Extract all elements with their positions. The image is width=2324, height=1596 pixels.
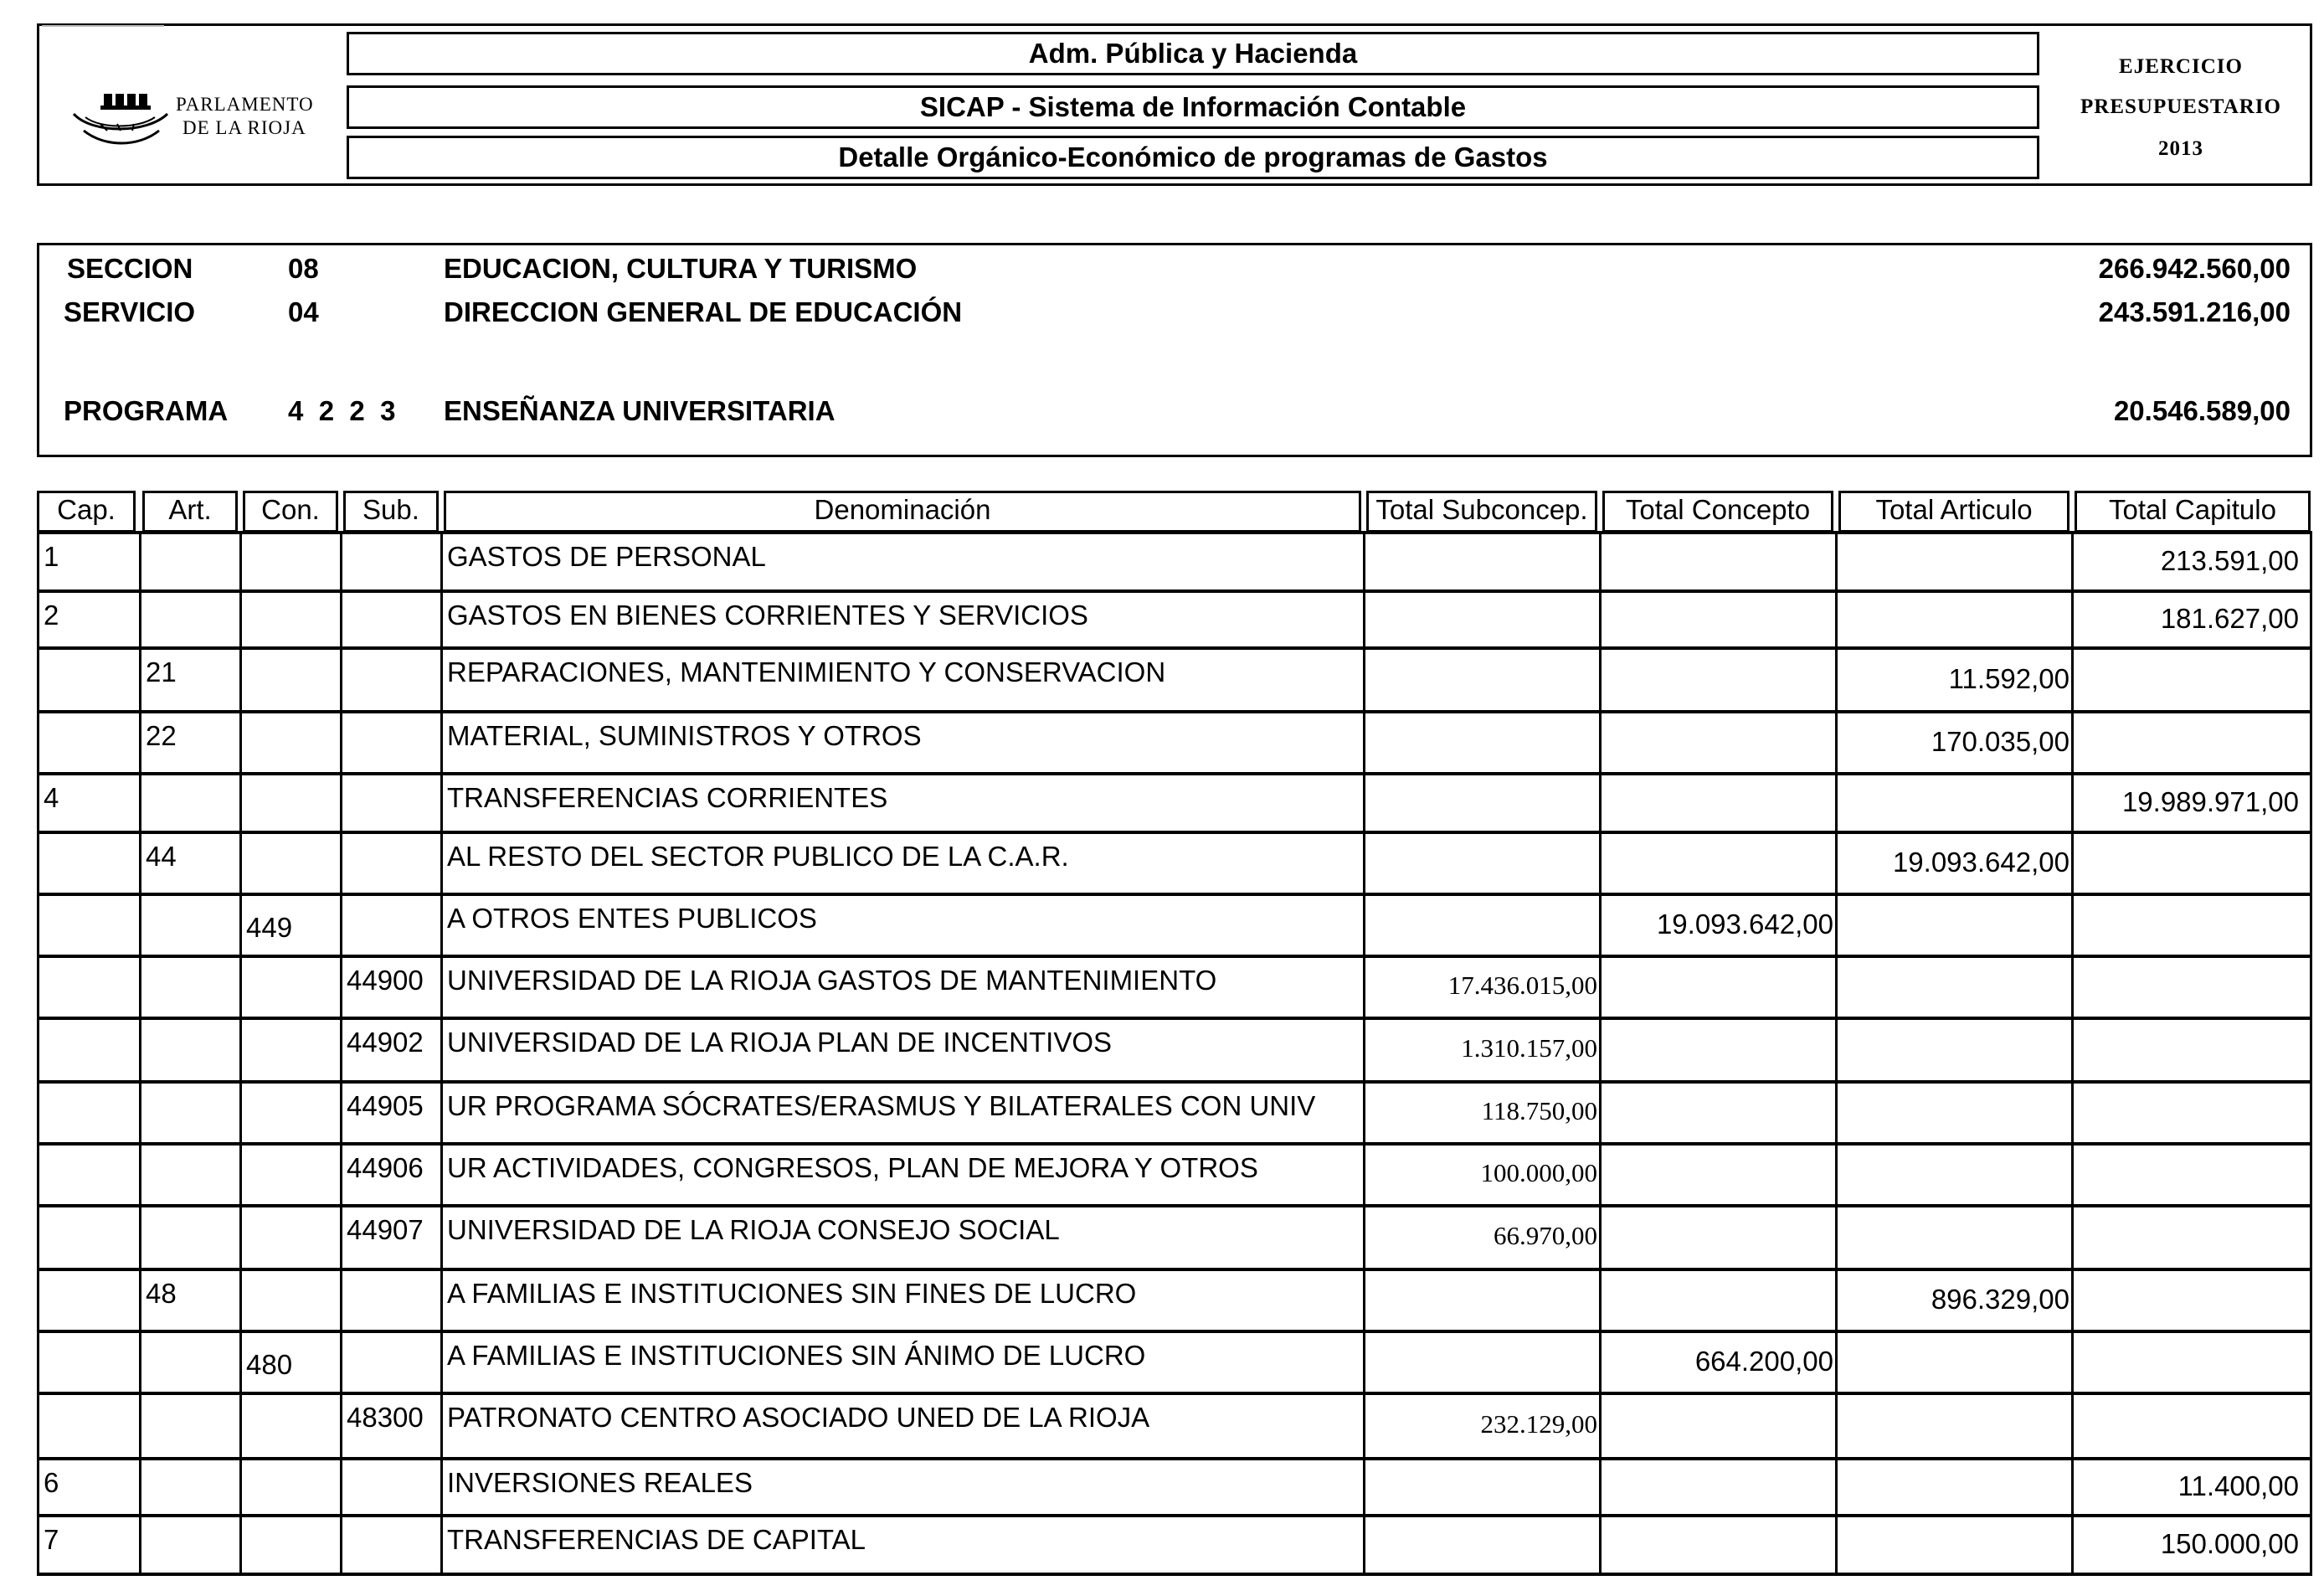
- cell-denominacion: PATRONATO CENTRO ASOCIADO UNED DE LA RIOJA: [447, 1402, 1150, 1433]
- cell-total-articulo: 19.093.642,00: [1892, 847, 2069, 878]
- header-cap: Cap.: [37, 491, 136, 533]
- cell-art: 22: [146, 720, 177, 751]
- header-title-2: SICAP - Sistema de Información Contable: [347, 85, 2039, 129]
- cell-total-subconcepto: 232.129,00: [1480, 1409, 1597, 1439]
- cell-total-subconcepto: 17.436.015,00: [1447, 970, 1597, 1000]
- cell-cap: 2: [44, 600, 59, 631]
- seccion-code: 08: [288, 253, 319, 284]
- cell-denominacion: GASTOS EN BIENES CORRIENTES Y SERVICIOS: [447, 600, 1088, 631]
- seccion-label: SECCION: [67, 253, 193, 284]
- cell-denominacion: TRANSFERENCIAS CORRIENTES: [447, 782, 888, 813]
- cell-denominacion: REPARACIONES, MANTENIMIENTO Y CONSERVACION: [447, 656, 1166, 687]
- org-name-line1: PARLAMENTO: [176, 94, 314, 115]
- cell-total-articulo: 896.329,00: [1931, 1284, 2069, 1315]
- cell-denominacion: UNIVERSIDAD DE LA RIOJA CONSEJO SOCIAL: [447, 1214, 1060, 1245]
- header-art: Art.: [142, 491, 238, 533]
- presupuestario-label: PRESUPUESTARIO: [2080, 95, 2281, 118]
- servicio-total: 243.591.216,00: [2098, 296, 2291, 327]
- cell-denominacion: INVERSIONES REALES: [447, 1467, 753, 1498]
- seccion-name: EDUCACION, CULTURA Y TURISMO: [444, 253, 918, 284]
- cell-con: 449: [246, 912, 293, 943]
- programa-total: 20.546.589,00: [2113, 395, 2291, 426]
- cell-cap: 1: [44, 541, 59, 572]
- programa-name: ENSEÑANZA UNIVERSITARIA: [444, 395, 836, 426]
- cell-denominacion: A OTROS ENTES PUBLICOS: [447, 903, 817, 934]
- cell-total-subconcepto: 66.970,00: [1494, 1221, 1597, 1250]
- cell-sub: 44900: [347, 965, 424, 996]
- header-total-subconcepto: Total Subconcep.: [1366, 491, 1597, 533]
- cell-sub: 44906: [347, 1152, 424, 1183]
- fiscal-year: 2013: [2158, 137, 2203, 160]
- cell-art: 21: [146, 656, 177, 687]
- cell-denominacion: A FAMILIAS E INSTITUCIONES SIN FINES DE LUCRO: [447, 1278, 1137, 1309]
- cell-denominacion: TRANSFERENCIAS DE CAPITAL: [447, 1524, 866, 1555]
- cell-total-capitulo: 181.627,00: [2160, 603, 2299, 634]
- cell-art: 48: [146, 1278, 177, 1309]
- cell-art: 44: [146, 841, 177, 872]
- header-denominacion: Denominación: [444, 491, 1361, 533]
- ejercicio-label: EJERCICIO: [2119, 55, 2243, 78]
- cell-total-capitulo: 19.989.971,00: [2121, 786, 2299, 817]
- cell-sub: 44905: [347, 1090, 424, 1121]
- header-title-3: Detalle Orgánico-Económico de programas de Gastos: [347, 136, 2039, 179]
- cell-total-subconcepto: 100.000,00: [1480, 1158, 1597, 1187]
- org-name-line2: DE LA RIOJA: [183, 117, 306, 138]
- servicio-name: DIRECCION GENERAL DE EDUCACIÓN: [444, 296, 963, 327]
- header-con: Con.: [243, 491, 338, 533]
- header-total-concepto: Total Concepto: [1602, 491, 1833, 533]
- cell-total-capitulo: 213.591,00: [2160, 545, 2299, 576]
- programa-code: 4 2 2 3: [288, 395, 396, 426]
- cell-sub: 44907: [347, 1214, 424, 1245]
- cell-denominacion: UR PROGRAMA SÓCRATES/ERASMUS Y BILATERALES CON UNIV: [447, 1090, 1316, 1121]
- cell-denominacion: UNIVERSIDAD DE LA RIOJA PLAN DE INCENTIVOS: [447, 1027, 1113, 1058]
- cell-cap: 6: [44, 1467, 59, 1498]
- header-total-capitulo: Total Capitulo: [2075, 491, 2311, 533]
- servicio-label: SERVICIO: [64, 296, 196, 327]
- cell-total-concepto: 19.093.642,00: [1656, 909, 1833, 940]
- cell-denominacion: AL RESTO DEL SECTOR PUBLICO DE LA C.A.R.: [447, 841, 1069, 872]
- cell-sub: 44902: [347, 1027, 424, 1058]
- servicio-code: 04: [288, 296, 319, 327]
- cell-cap: 7: [44, 1524, 59, 1555]
- header-title-1: Adm. Pública y Hacienda: [347, 32, 2039, 75]
- cell-total-capitulo: 11.400,00: [2177, 1470, 2299, 1501]
- header-sub: Sub.: [343, 491, 439, 533]
- cell-denominacion: A FAMILIAS E INSTITUCIONES SIN ÁNIMO DE LUCRO: [447, 1340, 1146, 1371]
- cell-sub: 48300: [347, 1402, 424, 1433]
- cell-total-concepto: 664.200,00: [1694, 1346, 1833, 1377]
- cell-total-articulo: 170.035,00: [1931, 726, 2069, 757]
- cell-con: 480: [246, 1349, 293, 1380]
- cell-cap: 4: [44, 782, 59, 813]
- cell-denominacion: UNIVERSIDAD DE LA RIOJA GASTOS DE MANTENIMIENTO: [447, 965, 1217, 996]
- programa-label: PROGRAMA: [64, 395, 229, 426]
- cell-denominacion: GASTOS DE PERSONAL: [447, 541, 766, 572]
- header-total-articulo: Total Articulo: [1838, 491, 2069, 533]
- cell-total-capitulo: 150.000,00: [2160, 1528, 2299, 1559]
- cell-denominacion: MATERIAL, SUMINISTROS Y OTROS: [447, 720, 922, 751]
- cell-total-subconcepto: 118.750,00: [1481, 1096, 1597, 1125]
- cell-total-subconcepto: 1.310.157,00: [1461, 1033, 1597, 1063]
- cell-denominacion: UR ACTIVIDADES, CONGRESOS, PLAN DE MEJORA Y OTROS: [447, 1152, 1258, 1183]
- seccion-total: 266.942.560,00: [2098, 253, 2291, 284]
- cell-total-articulo: 11.592,00: [1948, 663, 2069, 694]
